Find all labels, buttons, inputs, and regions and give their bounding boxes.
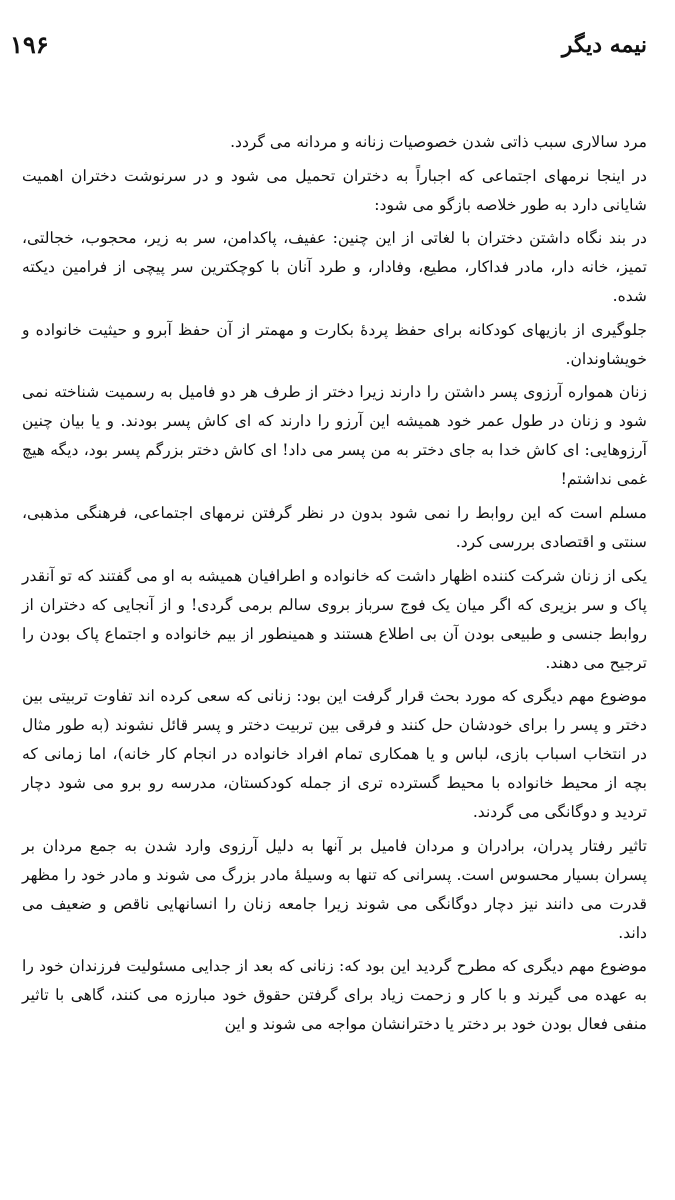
page-header: [10, 28, 647, 68]
book-title: نیمه دیگر: [561, 32, 647, 58]
paragraph: مرد سالاری سبب ذاتی شدن خصوصیات زنانه و مردانه می گردد.: [230, 133, 647, 151]
paragraph: جلوگیری از بازیهای کودکانه برای حفظ پردهٔ بکارت و مهمتر از آن حفظ آبرو و حیثیت خانواده و خویشاوندان.: [22, 320, 647, 368]
paragraph: یکی از زنان شرکت کننده اظهار داشت که خانواده و اطرافیان همیشه به او می گفتند که تو آنقدر پاک و سر بزیری که اگر میان یک فوج سرباز بروی سالم برمی گردی! و از آنجایی که دختران از روابط جنسی و طبیعی بودن آن بی اطلاع هستند و همینطور از بیم خانواده و اجتماع پاک بودن را ترجیح می دهند.: [22, 566, 647, 672]
paragraph: در اینجا نرمهای اجتماعی که اجباراً به دختران تحمیل می شود و در سرنوشت دختران اهمیت شایانی دارد به طور خلاصه بازگو می شود:: [22, 166, 647, 214]
page-number: ۱۹۶: [10, 30, 49, 59]
paragraph: تاثیر رفتار پدران، برادران و مردان فامیل بر آنها به دلیل آرزوی وارد شدن به جمع مردان بر پسران بسیار محسوس است. پسرانی که تنها به وسیلهٔ مادر بزرگ می شوند و مادر خود را مظهر قدرت می دانند نیز دچار دوگانگی می شوند زیرا جامعه زنان را انسانهایی ناقص و ضعیف می داند.: [22, 836, 647, 942]
paragraph: موضوع مهم دیگری که مورد بحث قرار گرفت این بود: زنانی که سعی کرده اند تفاوت تربیتی بین دختر و پسر را برای خودشان حل کنند و فرقی بین تربیت دختر و پسر قائل نشوند (به طور مثال در انتخاب اسباب بازی، لباس و یا همکاری تمام افراد خانواده در انجام کار خانه)، اما زمانی که بچه از محیط خانواده با محیط گسترده تری از جمله کودکستان، مدرسه رو برو می شود دچار تردید و دوگانگی می گردند.: [22, 687, 647, 822]
paragraph: مسلم است که این روابط را نمی شود بدون در نظر گرفتن نرمهای اجتماعی، فرهنگی مذهبی، سنتی و اقتصادی بررسی کرد.: [22, 503, 647, 551]
paragraph: در بند نگاه داشتن دختران با لغاتی از این چنین: عفیف، پاکدامن، سر به زیر، محجوب، خجالتی، تمیز، خانه دار، مادر فداکار، مطیع، وفادار، و طرد آنان با کوچکترین سر پیچی از فرامین دیکته شده.: [22, 229, 647, 306]
paragraph: موضوع مهم دیگری که مطرح گردید این بود که: زنانی که بعد از جدایی مسئولیت فرزندان خود را به عهده می گیرند و با کار و زحمت زیاد برای گرفتن حقوق خود مبارزه می کنند، گاهی با تاثیر منفی فعال بودن خود بر دختر یا دخترانشان مواجه می شوند و این: [22, 957, 647, 1034]
paragraph: زنان همواره آرزوی پسر داشتن را دارند زیرا دختر از طرف هر دو فامیل به رسمیت شناخته نمی شود و زنان در طول عمر خود همیشه این آرزو را دارند که ای کاش پسر بودند. و یا بیان چنین آرزوهایی: ای کاش خدا به جای دختر به من پسر می داد! ای کاش دختر بزرگم پسر بود، دیگه هیچ غمی نداشتم!: [22, 383, 647, 489]
body-text: [22, 128, 647, 1044]
